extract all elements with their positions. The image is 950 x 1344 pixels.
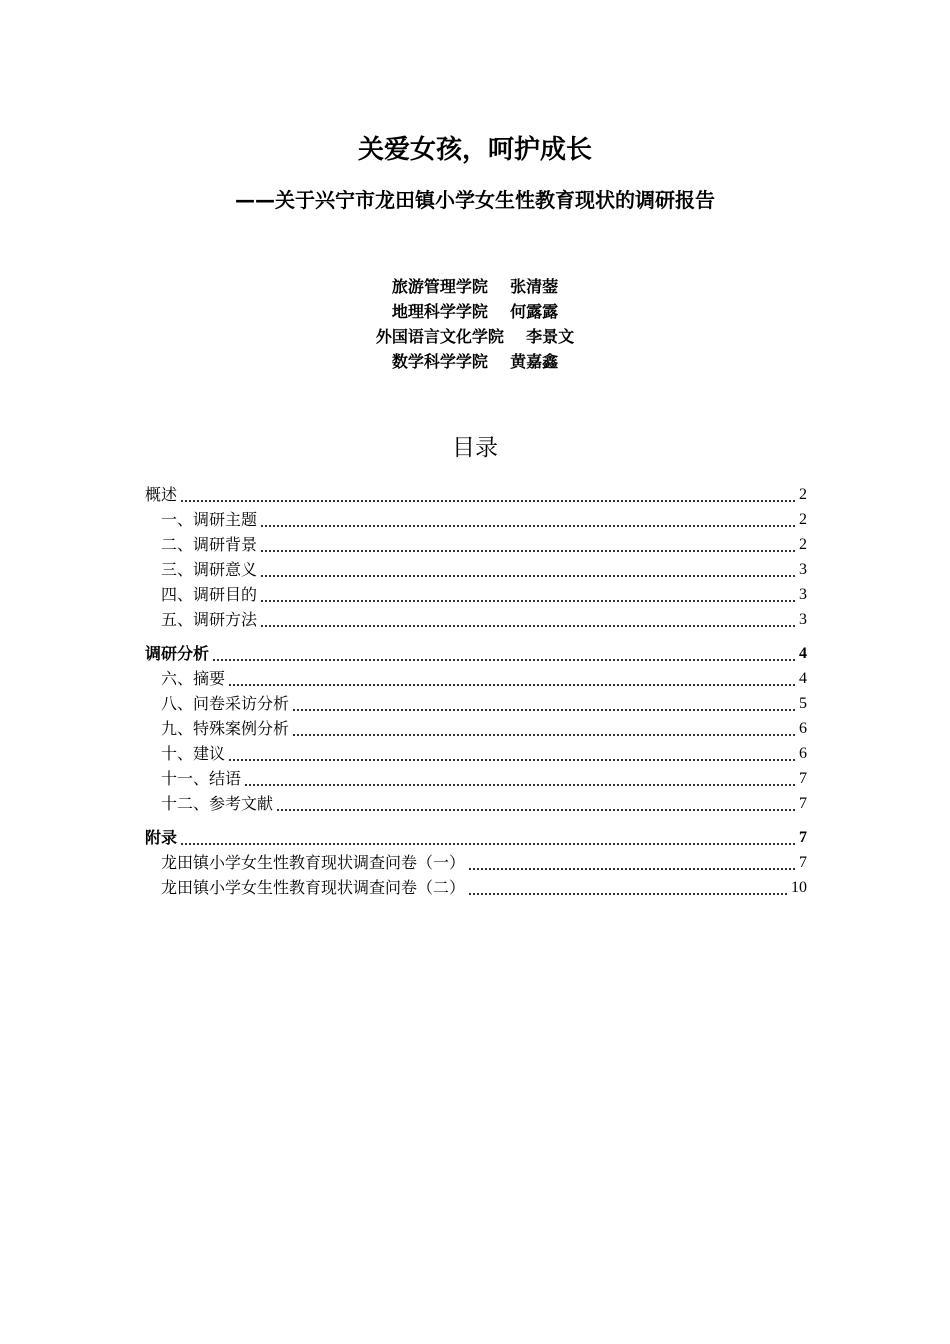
toc-entry-analysis[interactable]: [145, 641, 807, 666]
toc-page-number: 6: [797, 741, 807, 766]
author-line: 旅游管理学院 张清蓥: [391, 277, 559, 296]
toc-entry[interactable]: [145, 691, 807, 716]
toc-entry-label: 六、摘要: [161, 669, 226, 688]
toc-title: 目录: [452, 435, 498, 461]
toc-entry-label: 三、调研意义: [161, 560, 258, 579]
author-line: 外国语言文化学院 李景文: [375, 327, 575, 346]
toc-entry-label: 一、调研主题: [161, 510, 258, 529]
toc-leader: [145, 500, 807, 502]
toc-page-number: 4: [797, 641, 807, 666]
document-subtitle: ——关于兴宁市龙田镇小学女生性教育现状的调研报告: [235, 188, 715, 212]
toc-page-number: 7: [797, 850, 807, 875]
toc-entry[interactable]: [145, 791, 807, 816]
toc-page-number: 7: [797, 825, 807, 850]
toc-page-number: 2: [797, 532, 807, 557]
toc-entry[interactable]: [145, 875, 807, 900]
toc-page-number: 4: [797, 666, 807, 691]
toc-leader: [145, 843, 807, 845]
toc-entry-label: 四、调研目的: [161, 585, 258, 604]
toc-entry-label: 五、调研方法: [161, 610, 258, 629]
author-line: 地理科学学院 何露露: [391, 302, 559, 321]
toc-page-number: 6: [797, 716, 807, 741]
toc-entry[interactable]: [145, 507, 807, 532]
toc-page-number: 10: [789, 875, 807, 900]
author-list: [0, 274, 950, 374]
toc-entry[interactable]: [145, 532, 807, 557]
toc-entry-label: 龙田镇小学女生性教育现状调查问卷（一）: [161, 853, 466, 872]
toc-entry-label: 十一、结语: [161, 769, 242, 788]
toc-page-number: 7: [797, 791, 807, 816]
toc-entry-label: 附录: [145, 828, 178, 847]
toc-page-number: 5: [797, 691, 807, 716]
toc-entry-label: 十二、参考文献: [161, 794, 274, 813]
toc-entry[interactable]: [145, 741, 807, 766]
toc-entry-appendix[interactable]: [145, 825, 807, 850]
toc-leader: [161, 784, 807, 786]
document-title: 关爱女孩，呵护成长: [357, 135, 592, 165]
toc-entry-label: 十、建议: [161, 744, 226, 763]
toc-page-number: 3: [797, 557, 807, 582]
toc-entry[interactable]: [145, 557, 807, 582]
author-line: 数学科学学院 黄嘉鑫: [391, 352, 559, 371]
toc-page-number: 7: [797, 766, 807, 791]
toc-entry[interactable]: [145, 666, 807, 691]
toc-page-number: 2: [797, 507, 807, 532]
toc-leader: [161, 684, 807, 686]
toc-page-number: 3: [797, 607, 807, 632]
toc-entry[interactable]: [145, 582, 807, 607]
toc-entry-label: 二、调研背景: [161, 535, 258, 554]
toc-entry-label: 八、问卷采访分析: [161, 694, 290, 713]
toc-entry[interactable]: [145, 766, 807, 791]
toc-entry-overview[interactable]: [145, 482, 807, 507]
toc-page-number: 3: [797, 582, 807, 607]
toc-entry[interactable]: [145, 716, 807, 741]
table-of-contents: [145, 480, 807, 900]
toc-leader: [145, 659, 807, 661]
toc-entry-label: 龙田镇小学女生性教育现状调查问卷（二）: [161, 878, 466, 897]
toc-entry[interactable]: [145, 607, 807, 632]
toc-leader: [161, 759, 807, 761]
toc-entry-label: 调研分析: [145, 644, 210, 663]
toc-page-number: 2: [797, 482, 807, 507]
toc-entry-label: 九、特殊案例分析: [161, 719, 290, 738]
toc-entry[interactable]: [145, 850, 807, 875]
toc-entry-label: 概述: [145, 485, 178, 504]
